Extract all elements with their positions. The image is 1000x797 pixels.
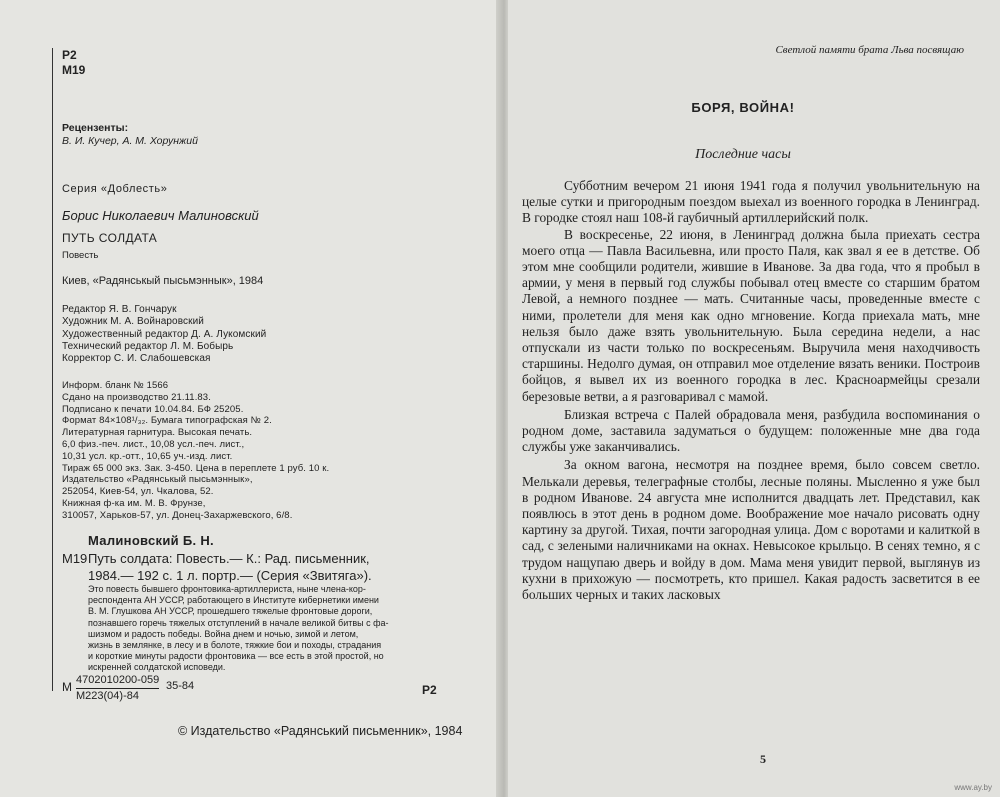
section-title: Последние часы (695, 147, 791, 162)
annotation-line: шизмом и радость победы. Война днем и ночью, зимой и летом, (88, 628, 359, 639)
vertical-rule (52, 48, 53, 691)
catalog-code: М19 (62, 551, 88, 566)
paragraph: В воскресенье, 22 июня, в Ленинград должна была приехать сестра моего отца — Павла Васильевна, или просто Паля, как звал я ее в детстве. Об этом мне сообщили родители, жившие в Иванове. За два года, что я пробыл в армии, у меня в первый год службы побывал отец вместе со старшим братом Левой, а немного позднее — мать. Считанные часы, проведенные вместе с ними, пролетели для меня как одно мгновение. Когда приехала мать, мне нельзя было даже взять увольнительную. Была середина недели, а нас отпускали из части только по воскресеньям. Выручила меня находчивость старшины. Недолго думая, он отправил мое отделение вязать веники. Построив бойцов, я вывел их из военного городка в лес. Красноармейцы срезали березовые ветви, а я разговаривал с мамой. (522, 226, 980, 404)
paragraph: За окном вагона, несмотря на позднее время, было совсем светло. Мелькали деревья, телеграфные столбы, лесные поляны. Мысленно я уже был в родном Иванове. 24 августа мне исполнится двадцать лет. Представил, как появлюсь в этот день в родном доме. Воображение мое начало рисовать одну картину за другой. Тихая, почти загородная улица. Дом с воротами и калиткой в сад, с зелеными наличниками на окнах. Невысокое крыльцо. В сенях темно, я с трудом нащупаю дверь и войду в дом. Мама меня увидит первой, выглянув из кухни в прихожую — посмотреть, кто пришел. Какая радость засветится в ее больших черных и таких ласковых (522, 457, 980, 603)
imprint-line: 310057, Харьков-57, ул. Донец-Захаржевского, 6/8. (62, 509, 293, 521)
book-genre: Повесть (62, 250, 99, 261)
catalog-description (88, 551, 372, 584)
credit-line: Редактор Я. В. Гончарук (62, 304, 177, 315)
credit-line: Технический редактор Л. М. Бобырь (62, 340, 234, 352)
credits (62, 304, 266, 365)
reviewers-names: В. И. Кучер, А. М. Хорунжий (62, 135, 198, 147)
imprint-line: 6,0 физ.-печ. лист., 10,08 усл.-печ. лист., (62, 438, 245, 450)
index-prefix: М (62, 680, 72, 694)
annotation-line: Это повесть бывшего фронтовика-артиллериста, ныне члена-кор- (88, 584, 366, 594)
index-denominator: М223(04)-84 (76, 690, 139, 702)
publisher-line: Киев, «Радянськый пысьмэннык», 1984 (62, 275, 264, 287)
imprint-line: Подписано к печати 10.04.84. БФ 25205. (62, 403, 244, 415)
book-title: ПУТЬ СОЛДАТА (62, 231, 158, 245)
index-numerator: 4702010200-059 (76, 673, 159, 689)
code-top-1: Р2 (62, 48, 77, 62)
credit-line: Художественный редактор Д. А. Лукомский (62, 328, 267, 340)
catalog-author: Малиновский Б. Н. (88, 533, 214, 548)
index-suffix: 35-84 (166, 680, 195, 692)
annotation-line: и короткие минуты радости фронтовика — все есть в этой простой, но (88, 651, 384, 662)
annotation-line: познавшего горечь тяжелых отступлений в начале великой битвы с фа- (88, 617, 389, 628)
imprint-line: Литературная гарнитура. Высокая печать. (62, 427, 253, 439)
index-code: Р2 (422, 683, 437, 697)
annotation-line: жизнь в землянке, в лесу и в болоте, тяжкие бои и походы, страдания (88, 640, 382, 651)
index-fraction (76, 673, 159, 703)
body-text (522, 178, 980, 603)
catalog-line: 1984.— 192 с. 1 л. портр.— (Серия «Звитяга»). (88, 567, 372, 583)
imprint-line: 252054, Киев-54, ул. Чкалова, 52. (62, 486, 214, 498)
imprint-line: Тираж 65 000 экз. Зак. 3-450. Цена в переплете 1 руб. 10 к. (62, 462, 330, 474)
imprint-line: Формат 84×108¹/₃₂. Бумага типографская № 2. (62, 415, 272, 427)
credit-line: Корректор С. И. Слабошевская (62, 353, 211, 365)
imprint-line: 10,31 усл. кр.-отт., 10,65 уч.-изд. лист. (62, 450, 233, 462)
imprint-block (62, 380, 329, 522)
imprint-line: Информ. бланк № 1566 (62, 380, 169, 391)
copyright: © Издательство «Радянський письменник», 1984 (178, 724, 463, 738)
author-name: Борис Николаевич Малиновский (62, 208, 259, 223)
annotation-line: В. М. Глушкова АН УССР, прошедшего тяжелые фронтовые дороги, (88, 606, 373, 617)
catalog-line: Путь солдата: Повесть.— К.: Рад. письменник, (88, 551, 370, 566)
series-name: Серия «Доблесть» (62, 183, 168, 195)
annotation-line: респондента АН УССР, работающего в Институте кибернетики имени (88, 595, 379, 606)
annotation (88, 584, 389, 674)
right-page (508, 0, 1000, 797)
dedication: Светлой памяти брата Льва посвящаю (775, 44, 964, 56)
imprint-line: Сдано на производство 21.11.83. (62, 391, 211, 403)
imprint-line: Книжная ф-ка им. М. В. Фрунзе, (62, 497, 206, 509)
annotation-line: искренней солдатской исповеди. (88, 662, 226, 673)
paragraph: Субботним вечером 21 июня 1941 года я получил увольнительную на целые сутки и пригородным поездом выехал из военного городка в Ленинград. В городке стоял наш 108-й гаубичный артиллерийский полк. (522, 178, 980, 226)
watermark: www.ay.by (954, 783, 992, 792)
page-number: 5 (760, 752, 766, 766)
credit-line: Художник М. А. Войнаровский (62, 316, 204, 328)
imprint-line: Издательство «Радянськый пысьмэннык», (62, 474, 253, 486)
paragraph: Близкая встреча с Палей обрадовала меня, разбудила воспоминания о родном доме, заставила задуматься о будущем: положенные мне два года службы уже заканчивались. (522, 406, 980, 455)
chapter-title: БОРЯ, ВОЙНА! (691, 100, 795, 115)
reviewers-label: Рецензенты: (62, 122, 129, 134)
code-top-2: М19 (62, 63, 86, 77)
